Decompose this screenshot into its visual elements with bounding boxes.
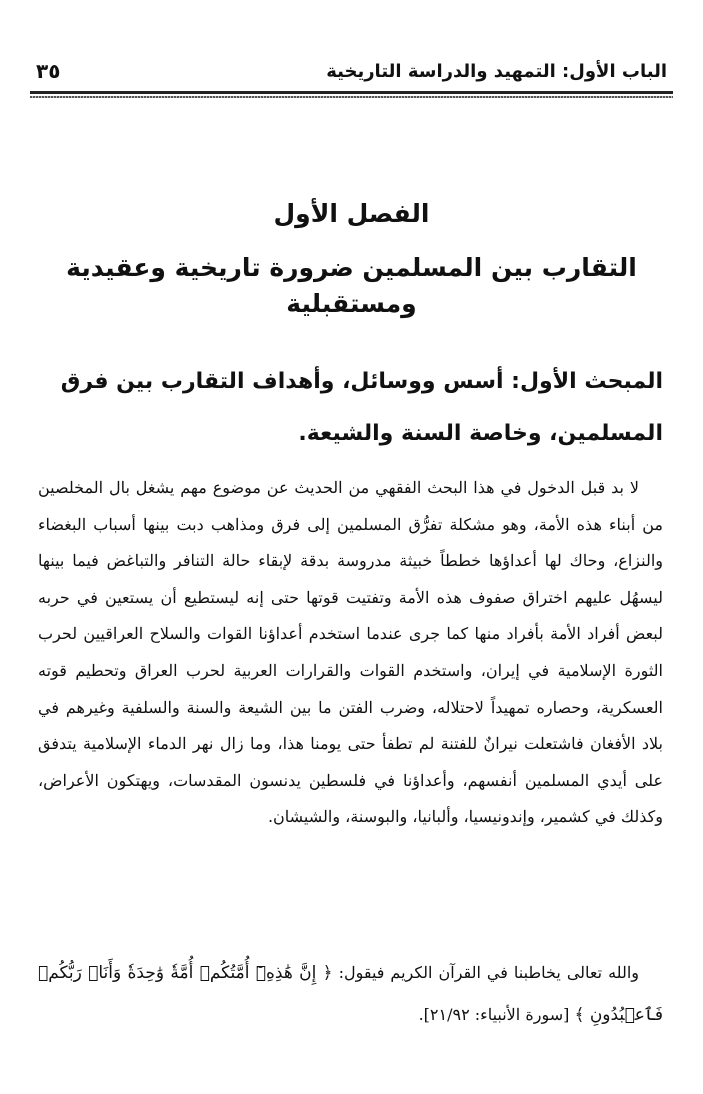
quran-quote-paragraph xyxy=(38,952,663,1036)
header-rule-thick xyxy=(30,91,673,94)
quran-verse: ﴿ إِنَّ هَٰذِهِۦٓ أُمَّتُكُمۡ أُمَّةٗ وَٰحِدَةٗ وَأَنَا۠ رَبُّكُمۡ فَٱعۡبُدُونِ ﴾ xyxy=(38,963,663,1025)
quote-intro: والله تعالى يخاطبنا في القرآن الكريم فيقول: xyxy=(338,963,639,982)
chapter-subtitle: التقارب بين المسلمين ضرورة تاريخية وعقيدية ومستقبلية xyxy=(66,253,637,318)
running-title: الباب الأول: التمهيد والدراسة التاريخية xyxy=(326,60,667,82)
chapter-heading: الفصل الأول xyxy=(273,199,430,228)
page-number: ٣٥ xyxy=(36,59,61,83)
body-paragraph: لا بد قبل الدخول في هذا البحث الفقهي من الحديث عن موضوع مهم يشغل بال المخلصين من أبناء هذه الأمة، وهو مشكلة تفرُّق المسلمين إلى فرق ومذاهب دبت بينها أسباب البغضاء والنزاع، وحاك لها أعداؤها خططاً خبيثة مدروسة بدقة لإبقاء حالة التنافر والتباغض فيما بينها ليسهُل عليهم اختراق صفوف هذه الأمة وتفتيت قوتها حتى إنه ليستطيع أن يستعين في حربه لبعض أفراد الأمة بأفراد منها كما جرى عندما استخدم أعداؤنا القوات والسلاح العراقيين لحرب الثورة الإسلامية في إيران، واستخدم القوات والقرارات العربية لحرب العراق وتحطيم قوته العسكرية، وحصاره تمهيداً لاحتلاله، وضرب الفتن ما بين الشيعة والسنة والسلفية وغيرهم في بلاد الأفغان فاشتعلت نيرانٌ للفتنة لم تطفأ حتى يومنا هذا، وما زال نهر الدماء الإسلامية يتدفق على أيدي المسلمين أنفسهم، وأعداؤنا في فلسطين يدنسون المقدسات، ويهتكون الأعراض، وكذلك في كشمير، وإندونيسيا، وألبانيا، والبوسنة، والشيشان. xyxy=(38,478,664,827)
section-heading: المبحث الأول: أسس ووسائل، وأهداف التقارب بين فرق المسلمين، وخاصة السنة والشيعة. xyxy=(60,369,663,446)
body-text xyxy=(38,470,663,836)
header-rule-thin xyxy=(30,96,673,98)
quote-line xyxy=(38,952,663,1036)
verse-citation: [سورة الأنبياء: ٢١/٩٢]. xyxy=(418,1005,570,1024)
running-header xyxy=(36,56,667,86)
